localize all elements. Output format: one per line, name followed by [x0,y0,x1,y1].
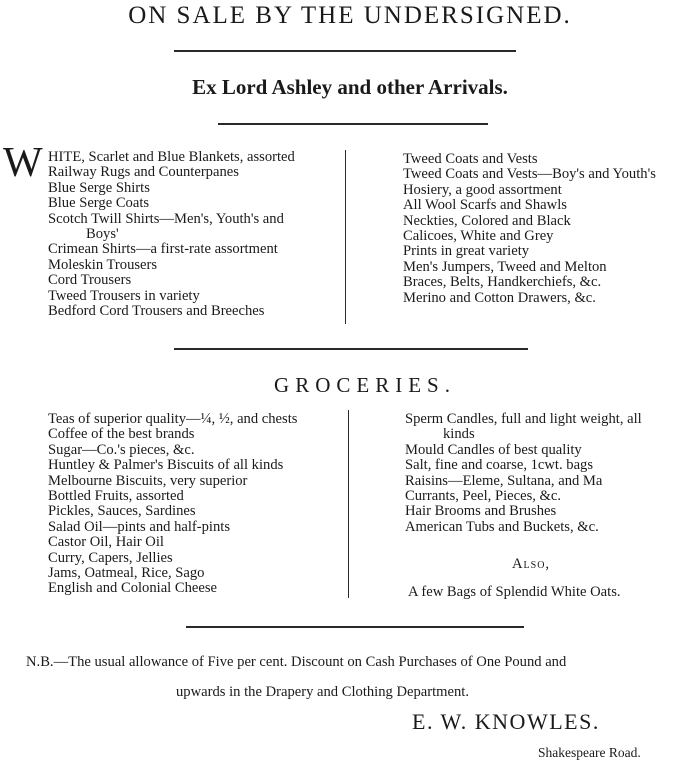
list-item: Pickles, Sauces, Sardines [48,503,196,520]
list-item: Raisins—Eleme, Sultana, and Ma [405,472,603,489]
drop-cap: W [3,140,43,186]
list-item: Men's Jumpers, Tweed and Melton [403,258,607,275]
list-item: Mould Candles of best quality [405,441,582,458]
list-item: Tweed Coats and Vests [403,151,538,167]
list-item: Moleskin Trousers [48,256,158,273]
column-divider [348,410,349,598]
title-rule [174,50,516,52]
list-item: Bottled Fruits, assorted [48,488,184,505]
discount-note-line1: N.B.—The usual allowance of Five per cent. Discount on Cash Purchases of One Pound and [26,654,567,670]
list-item: Sperm Candles, full and light weight, all [405,411,642,427]
list-item: Melbourne Biscuits, very superior [48,472,248,489]
list-item: Tweed Coats and Vests—Boy's and Youth's [403,166,656,183]
list-item: Bedford Cord Trousers and Breeches [48,303,265,320]
list-item: Huntley & Palmer's Biscuits of all kinds [48,457,284,474]
list-item: Blue Serge Coats [48,195,150,212]
also-label: Also, [512,556,551,572]
list-item: Jams, Oatmeal, Rice, Sago [48,565,205,582]
list-item: kinds [443,426,475,443]
list-item: Braces, Belts, Handkerchiefs, &c. [403,274,602,291]
list-item: English and Colonial Cheese [48,580,218,597]
groceries-heading: GROCERIES. [274,373,456,397]
list-item: Hair Brooms and Brushes [405,503,557,520]
list-item: Castor Oil, Hair Oil [48,534,164,551]
discount-note-line2: upwards in the Drapery and Clothing Department. [176,684,470,700]
list-item: All Wool Scarfs and Shawls [403,197,567,214]
list-item: Curry, Capers, Jellies [48,549,173,566]
groceries-left-column [48,412,297,597]
list-item: American Tubs and Buckets, &c. [405,518,599,535]
drapery-right-column [403,152,656,306]
list-item: Currants, Peel, Pieces, &c. [405,488,562,505]
list-item: Hosiery, a good assortment [403,181,562,198]
address: Shakespeare Road. [538,745,641,760]
page-title: ON SALE BY THE UNDERSIGNED. [128,2,572,29]
list-item: Calicoes, White and Grey [403,228,554,245]
list-item: Crimean Shirts—a first-rate assortment [48,241,278,258]
subtitle-rule [218,123,488,125]
groceries-right-column [405,412,642,535]
drapery-left-column [48,150,295,319]
list-item: Sugar—Co.'s pieces, &c. [48,441,195,458]
list-item: HITE, Scarlet and Blue Blankets, assorted [48,149,295,165]
list-item: Salad Oil—pints and half-pints [48,518,230,535]
list-item: Teas of superior quality—¼, ½, and chests [48,411,298,427]
page-subtitle: Ex Lord Ashley and other Arrivals. [192,75,508,99]
also-item: A few Bags of Splendid White Oats. [408,584,621,600]
list-item: Railway Rugs and Counterpanes [48,164,239,181]
list-item: Coffee of the best brands [48,426,195,443]
section-rule [174,348,528,350]
list-item: Salt, fine and coarse, 1cwt. bags [405,457,594,474]
list-item: Neckties, Colored and Black [403,212,571,229]
list-item: Tweed Trousers in variety [48,287,200,304]
list-item: Scotch Twill Shirts—Men's, Youth's and [48,210,284,227]
signature: E. W. KNOWLES. [412,709,600,734]
footer-rule [186,626,524,628]
list-item: Boys' [86,226,119,243]
list-item: Prints in great variety [403,243,530,260]
list-item: Merino and Cotton Drawers, &c. [403,289,596,306]
list-item: Cord Trousers [48,272,132,289]
list-item: Blue Serge Shirts [48,179,150,196]
column-divider [345,150,346,324]
